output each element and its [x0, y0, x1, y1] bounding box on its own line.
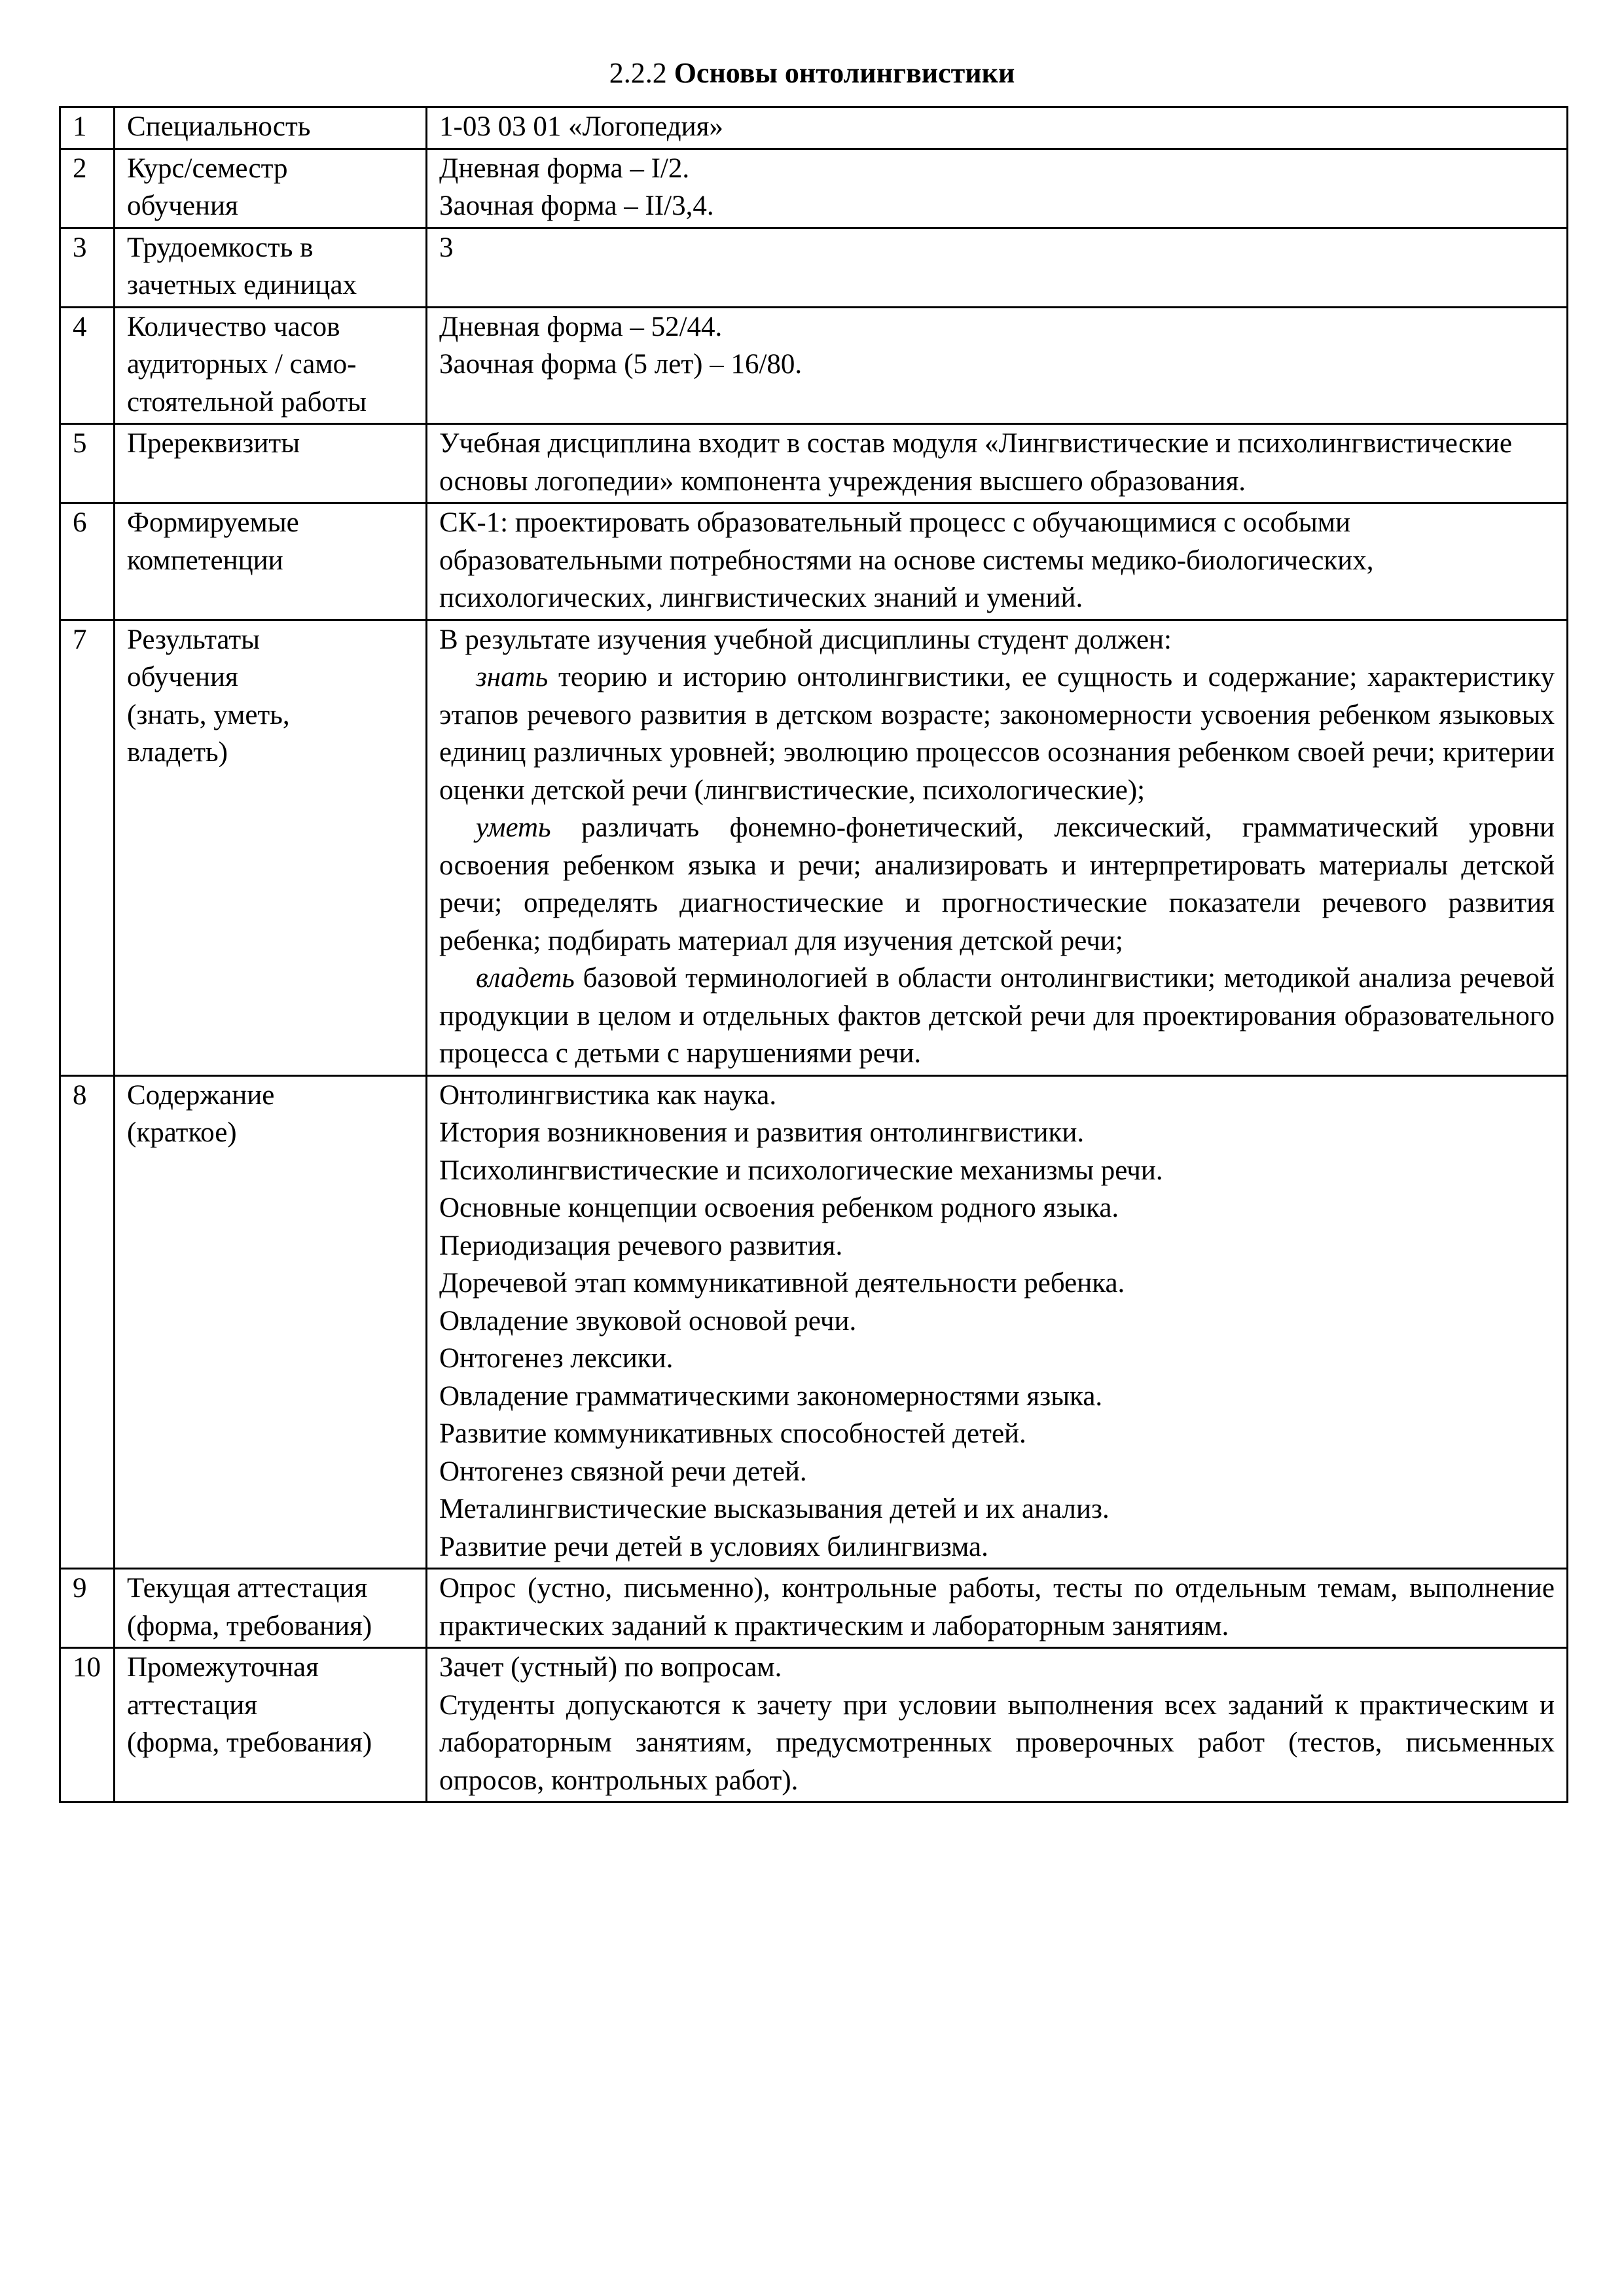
row-content: Зачет (устный) по вопросам. Студенты допускаются к зачету при условии выполнения всех заданий к практическим и лабораторным занятиям, предусмотренных проверочных работ (тестов, письменных опросов, контрольных работ). — [427, 1648, 1568, 1803]
row-label: Текущая аттестация (форма, требования) — [115, 1569, 427, 1648]
row-number: 1 — [60, 107, 115, 149]
table-row-hours — [60, 307, 1568, 424]
list-item: Развитие речи детей в условиях билингвизма. — [439, 1531, 988, 1562]
row-number: 4 — [60, 307, 115, 424]
table-row-credits — [60, 228, 1568, 307]
list-item: Металингвистические высказывания детей и их анализ. — [439, 1494, 1110, 1524]
outcome-lead: владеть — [476, 963, 575, 994]
list-item: История возникновения и развития онтолингвистики. — [439, 1117, 1085, 1148]
list-item: Развитие коммуникативных способностей детей. — [439, 1418, 1026, 1449]
outcome-lead: знать — [476, 662, 549, 692]
list-item: Онтолингвистика как наука. — [439, 1079, 777, 1111]
row-content: Опрос (устно, письменно), контрольные работы, тесты по отдельным темам, выполнение практических заданий к практическим и лабораторным занятиям. — [427, 1569, 1568, 1648]
page-title — [0, 54, 1624, 93]
table-row-interim-assessment — [60, 1648, 1568, 1803]
outcome-master: владеть базовой терминологией в области онтолингвистики; методикой анализа речевой продукции в целом и отдельных фактов детской речи для проектирования образовательного процесса с детьми с нарушениями речи. — [439, 963, 1555, 1069]
row-label: Результаты обучения (знать, уметь, владеть) — [115, 620, 427, 1075]
table-row-learning-outcomes — [60, 620, 1568, 1075]
row-number: 2 — [60, 149, 115, 228]
row-number: 9 — [60, 1569, 115, 1648]
row-label: Курс/семестр обучения — [115, 149, 427, 228]
row-content — [427, 620, 1568, 1075]
section-name: Основы онтолингвистики — [674, 57, 1015, 89]
list-item: Овладение грамматическими закономерностями языка. — [439, 1380, 1103, 1412]
table-row-competencies — [60, 503, 1568, 620]
row-label: Формируемые компетенции — [115, 503, 427, 620]
row-content — [427, 1075, 1568, 1569]
outcome-can: уметь различать фонемно-фонетический, лексический, грамматический уровни освоения ребенком языка и речи; анализировать и интерпретировать материалы детской речи; определять диагностические и прогностические показатели речевого развития ребенка; подбирать материал для изучения детской речи; — [439, 812, 1555, 956]
row-number: 8 — [60, 1075, 115, 1569]
row-label: Пререквизиты — [115, 424, 427, 503]
row-label: Промежуточная аттестация (форма, требования) — [115, 1648, 427, 1803]
row-number: 10 — [60, 1648, 115, 1803]
row-number: 6 — [60, 503, 115, 620]
row-label: Специальность — [115, 107, 427, 149]
list-item: Периодизация речевого развития. — [439, 1230, 843, 1261]
row-content: СК-1: проектировать образовательный процесс с обучающимися с особыми образовательными потребностями на основе системы медико-биологических, психологических, лингвистических знаний и умений. — [427, 503, 1568, 620]
row-content: Дневная форма – 52/44. Заочная форма (5 лет) – 16/80. — [427, 307, 1568, 424]
outcomes-intro: В результате изучения учебной дисциплины студент должен: — [439, 624, 1172, 655]
table-row-current-assessment — [60, 1569, 1568, 1648]
section-number: 2.2.2 — [609, 57, 667, 89]
table-row-prerequisites — [60, 424, 1568, 503]
row-label: Количество часов аудиторных / само- стоятельной работы — [115, 307, 427, 424]
row-label: Содержание (краткое) — [115, 1075, 427, 1569]
list-item: Онтогенез связной речи детей. — [439, 1456, 807, 1487]
row-content: Учебная дисциплина входит в состав модуля «Лингвистические и психолингвистические основы логопедии» компонента учреждения высшего образования. — [427, 424, 1568, 503]
list-item: Психолингвистические и психологические механизмы речи. — [439, 1155, 1163, 1186]
row-label: Трудоемкость в зачетных единицах — [115, 228, 427, 307]
row-content: 1-03 03 01 «Логопедия» — [427, 107, 1568, 149]
row-content: 3 — [427, 228, 1568, 307]
list-item: Овладение звуковой основой речи. — [439, 1305, 857, 1336]
table-row-specialty — [60, 107, 1568, 149]
outcome-lead: уметь — [476, 812, 551, 843]
table-row-course-semester — [60, 149, 1568, 228]
outcome-know: знать теорию и историю онтолингвистики, ее сущность и содержание; характеристику этапов речевого развития в детском возрасте; закономерности усвоения ребенком языковых единиц различных уровней; эволюцию процессов осознания ребенком своей речи; критерии оценки детской речи (лингвистические, психологические); — [439, 662, 1555, 806]
list-item: Доречевой этап коммуникативной деятельности ребенка. — [439, 1268, 1125, 1299]
syllabus-table — [59, 106, 1568, 1803]
table-row-content — [60, 1075, 1568, 1569]
row-number: 3 — [60, 228, 115, 307]
row-number: 5 — [60, 424, 115, 503]
row-number: 7 — [60, 620, 115, 1075]
row-content: Дневная форма – I/2. Заочная форма – II/3,4. — [427, 149, 1568, 228]
list-item: Основные концепции освоения ребенком родного языка. — [439, 1193, 1119, 1223]
list-item: Онтогенез лексики. — [439, 1343, 674, 1374]
